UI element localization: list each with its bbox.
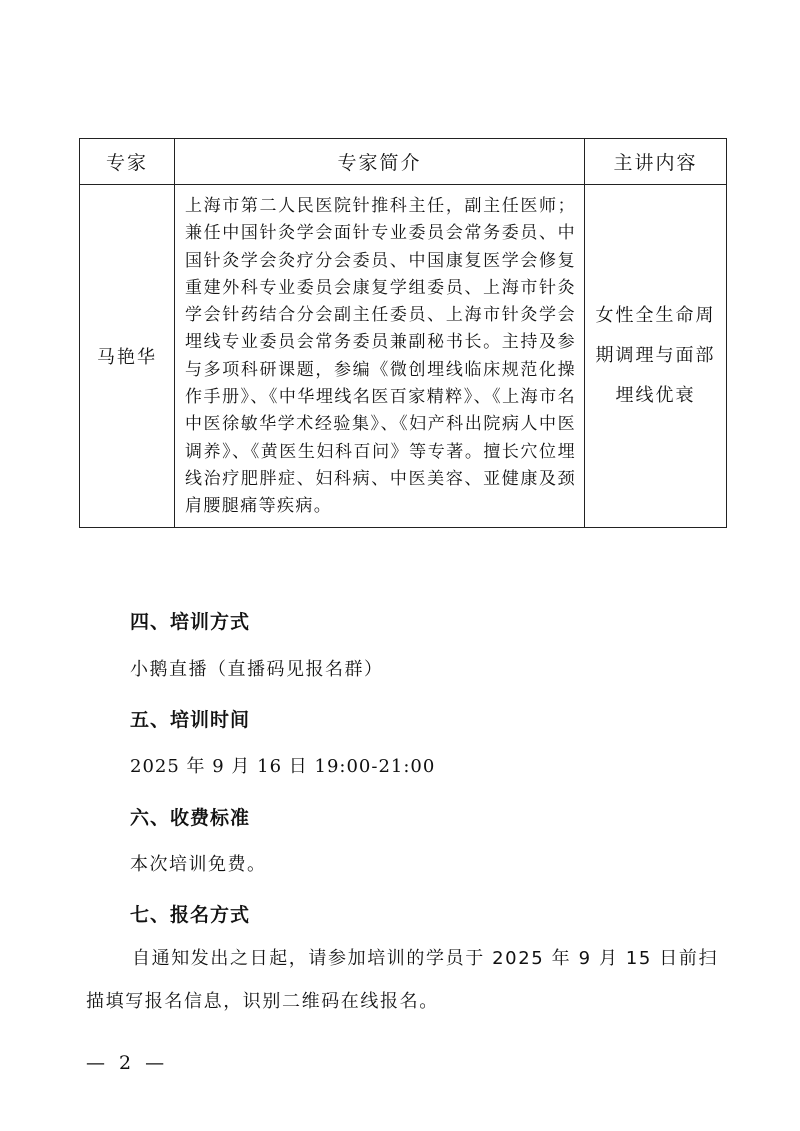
section-heading-registration: 七、报名方式 bbox=[130, 904, 251, 926]
header-expert-intro: 专家简介 bbox=[175, 139, 585, 185]
registration-text: 自通知发出之日起，请参加培训的学员于 2025 年 9 月 15 日前扫描填写报名信息，识别二维码在线报名。 bbox=[86, 948, 719, 1012]
training-method-text: 小鹅直播（直播码见报名群） bbox=[130, 659, 384, 680]
expert-table bbox=[79, 138, 727, 528]
table-row bbox=[80, 185, 727, 528]
table-header-row bbox=[80, 139, 727, 185]
expert-name: 马艳华 bbox=[80, 185, 175, 528]
page-number: — 2 — bbox=[86, 1052, 169, 1074]
section-heading-training-method: 四、培训方式 bbox=[130, 611, 251, 633]
training-time-text: 2025 年 9 月 16 日 19:00-21:00 bbox=[130, 756, 436, 777]
section-heading-training-time: 五、培训时间 bbox=[130, 709, 251, 731]
fee-standard-text: 本次培训免费。 bbox=[130, 854, 267, 875]
lecture-topic: 女性全生命周期调理与面部埋线优衰 bbox=[585, 185, 727, 528]
header-expert: 专家 bbox=[80, 139, 175, 185]
expert-bio: 上海市第二人民医院针推科主任，副主任医师；兼任中国针灸学会面针专业委员会常务委员、中国针灸学会灸疗分会委员、中国康复医学会修复重建外科专业委员会康复学组委员、上海市针灸学会针药结合分会副主任委员、上海市针灸学会埋线专业委员会常务委员兼副秘书长。主持及参与多项科研课题，参编《微创埋线临床规范化操作手册》、《中华埋线名医百家精粹》、《上海市名中医徐敏华学术经验集》、《妇产科出院病人中医调养》、《黄医生妇科百问》等专著。擅长穴位埋线治疗肥胖症、妇科病、中医美容、亚健康及颈肩腰腿痛等疾病。 bbox=[175, 185, 585, 528]
header-lecture-topic: 主讲内容 bbox=[585, 139, 727, 185]
section-heading-fee-standard: 六、收费标准 bbox=[130, 807, 251, 829]
